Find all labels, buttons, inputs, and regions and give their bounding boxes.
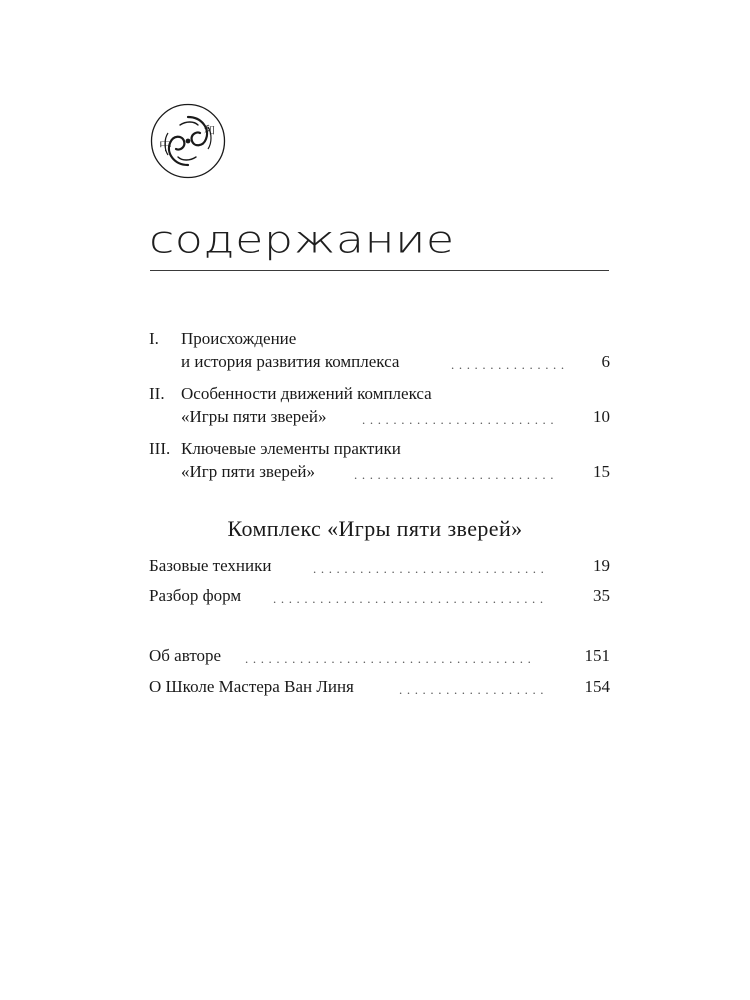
heading-divider (150, 270, 609, 271)
leader-dots: ................... (399, 682, 549, 697)
leader-dots: ......................... (362, 412, 559, 427)
leader-dots: .............................. (313, 561, 549, 576)
page-number: 151 (584, 646, 610, 665)
page-number: 35 (593, 586, 610, 605)
entry-label: Об авторе (149, 646, 222, 665)
entry-label: Разбор форм (149, 586, 242, 605)
page-number: 10 (593, 407, 610, 426)
leader-dots: .......................... (354, 467, 559, 482)
entry-label: О Школе Мастера Ван Линя (149, 677, 354, 696)
leader-dots: ..................................... (245, 651, 536, 666)
page-number: 6 (601, 352, 610, 371)
page-number: 154 (584, 677, 610, 696)
page-number: 19 (593, 556, 610, 575)
entry-label: Базовые техники (149, 556, 272, 575)
seal-glyph-right: 和 (204, 124, 215, 137)
seal-glyph-left: 中 (159, 139, 173, 154)
chapter-title-line2: «Игр пяти зверей» (181, 462, 316, 481)
chapter-number: II. (149, 384, 165, 403)
page-number: 15 (593, 462, 610, 481)
chapter-number: I. (149, 329, 159, 348)
chapter-title-line1: Происхождение (181, 329, 297, 348)
leader-dots: ................................... (273, 591, 548, 606)
chapter-number: III. (149, 439, 171, 458)
chapter-title-line1: Особенности движений комплекса (181, 384, 432, 403)
chapter-title-line2: «Игры пяти зверей» (181, 407, 327, 426)
chapter-title-line1: Ключевые элементы практики (181, 439, 401, 458)
school-seal-logo (150, 103, 226, 179)
section-title: Комплекс «Игры пяти зверей» (227, 516, 523, 541)
page-heading: содержание (149, 217, 455, 262)
chapter-title-line2: и история развития комплекса (181, 352, 400, 371)
leader-dots: ............... (451, 357, 569, 372)
